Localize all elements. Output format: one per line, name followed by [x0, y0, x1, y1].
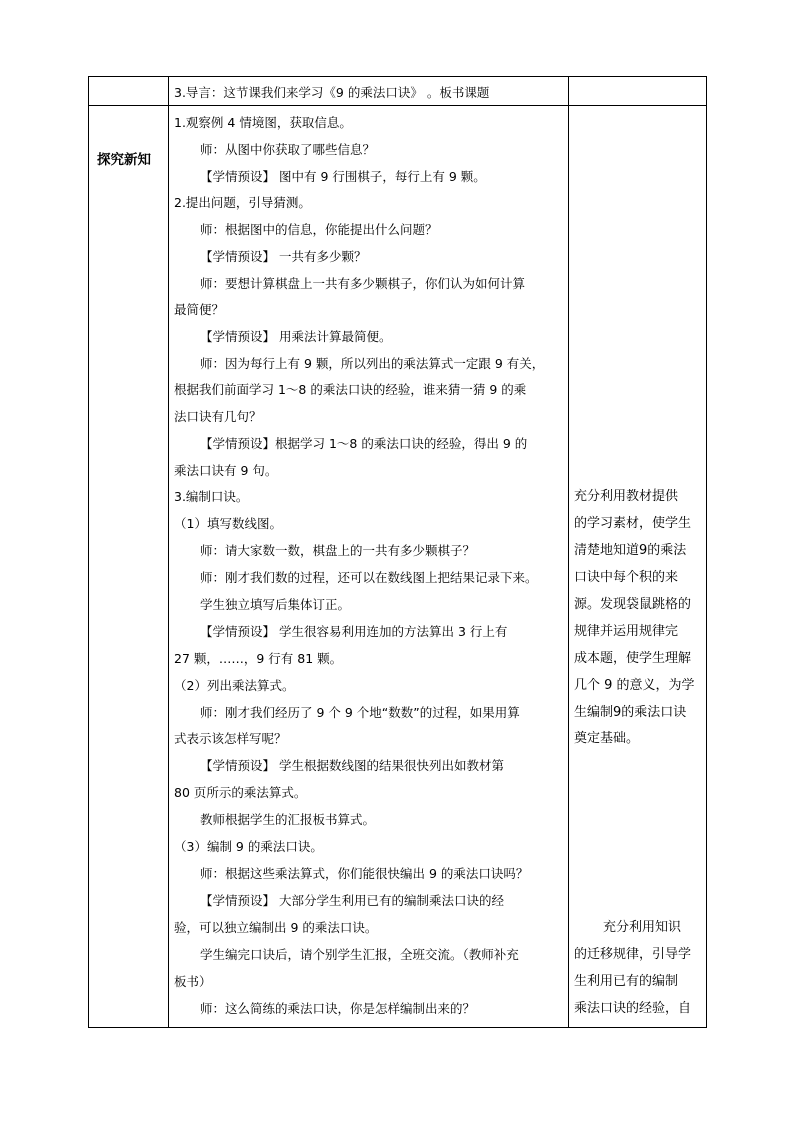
- content-line: 乘法口诀有 9 句。: [174, 463, 278, 478]
- content-line: 学生独立填写后集体订正。: [200, 597, 351, 612]
- content-line: 师：根据图中的信息，你能提出什么问题？: [200, 222, 438, 237]
- side-note-line: 的学习素材，使学生: [574, 516, 692, 531]
- content-line: 式表示该怎样写呢？: [174, 731, 287, 746]
- side-note-line: 充分利用知识: [603, 920, 682, 935]
- content-line: 【学情预设】根据学习 1～8 的乘法口诀的经验，得出 9 的: [200, 436, 528, 451]
- content-line: 师：从图中你获取了哪些信息？: [200, 142, 376, 157]
- side-note-line: 奠定基础。: [574, 731, 640, 746]
- content-line: 最简便？: [174, 302, 225, 317]
- content-line: 80 页所示的乘法算式。: [174, 785, 307, 800]
- content-line: 学生编完口诀后，请个别学生汇报，全班交流。（教师补充: [200, 947, 519, 962]
- content-line: 师：刚才我们数的过程，还可以在数线图上把结果记录下来。: [200, 570, 538, 585]
- content-line: 师：请大家数一数，棋盘上的一共有多少颗棋子？: [200, 543, 476, 558]
- content-line: 师：根据这些乘法算式，你们能很快编出 9 的乘法口诀吗？: [200, 866, 529, 881]
- content-line: 师：因为每行上有 9 颗，所以列出的乘法算式一定跟 9 有关，: [200, 356, 545, 371]
- content-line: 师：刚才我们经历了 9 个 9 个地“数数”的过程，如果用算: [200, 705, 520, 720]
- content-line: （1）填写数线图。: [174, 516, 282, 531]
- table-border-top: [88, 76, 707, 77]
- content-line: （3）编制 9 的乘法口诀。: [174, 839, 323, 854]
- content-line: 【学情预设】 大部分学生利用已有的编制乘法口诀的经: [200, 893, 504, 908]
- side-note-line: 几个 9 的意义，为学: [574, 678, 695, 693]
- side-note-line: 规律并运用规律完: [574, 624, 679, 639]
- content-line: 3.编制口诀。: [174, 489, 249, 504]
- content-line: 27 颗，……，9 行有 81 颗。: [174, 651, 343, 666]
- side-note-line: 口诀中每个积的来: [574, 570, 679, 585]
- content-line: 板书）: [174, 974, 212, 989]
- side-note-line: 生利用已有的编制: [574, 974, 679, 989]
- side-note-line: 生编制9的乘法口诀: [574, 705, 687, 720]
- table-border-left: [88, 76, 89, 1028]
- content-line: 师：要想计算棋盘上一共有多少颗棋子，你们认为如何计算: [200, 276, 526, 291]
- content-line: 2.提出问题，引导猜测。: [174, 195, 311, 210]
- content-line: 验，可以独立编制出 9 的乘法口诀。: [174, 920, 378, 935]
- row-divider: [88, 105, 707, 106]
- content-line: （2）列出乘法算式。: [174, 678, 295, 693]
- column-divider-1: [168, 76, 169, 1028]
- content-line: 【学情预设】 学生很容易利用连加的方法算出 3 行上有: [200, 624, 508, 639]
- content-line: 教师根据学生的汇报板书算式。: [200, 812, 376, 827]
- content-line: 师：这么简练的乘法口诀，你是怎样编制出来的？: [200, 1001, 476, 1016]
- side-note-line: 的迁移规律，引导学: [574, 947, 692, 962]
- content-line: 法口诀有几句？: [174, 409, 262, 424]
- column-divider-2: [568, 76, 569, 1028]
- content-line: 【学情预设】 学生根据数线图的结果很快列出如教材第: [200, 758, 504, 773]
- content-line: 【学情预设】 一共有多少颗？: [200, 249, 367, 264]
- content-line: 1.观察例 4 情境图，获取信息。: [174, 115, 352, 130]
- side-note-line: 成本题，使学生理解: [574, 651, 692, 666]
- table-border-right: [706, 76, 707, 1028]
- header-row-text: 3.导言：这节课我们来学习《9 的乘法口诀》 。板书课题: [174, 85, 490, 100]
- content-line: 【学情预设】 图中有 9 行围棋子，每行上有 9 颗。: [200, 169, 486, 184]
- section-label: 探究新知: [97, 152, 151, 168]
- content-line: 根据我们前面学习 1～8 的乘法口诀的经验，谁来猜一猜 9 的乘: [174, 382, 527, 397]
- content-line: 【学情预设】 用乘法计算最简便。: [200, 329, 392, 344]
- side-note-line: 充分利用教材提供: [574, 489, 679, 504]
- side-note-line: 清楚地知道9的乘法: [574, 543, 687, 558]
- side-note-line: 乘法口诀的经验，自: [574, 1001, 692, 1016]
- table-border-bottom: [88, 1027, 707, 1028]
- side-note-line: 源。发现袋鼠跳格的: [574, 597, 692, 612]
